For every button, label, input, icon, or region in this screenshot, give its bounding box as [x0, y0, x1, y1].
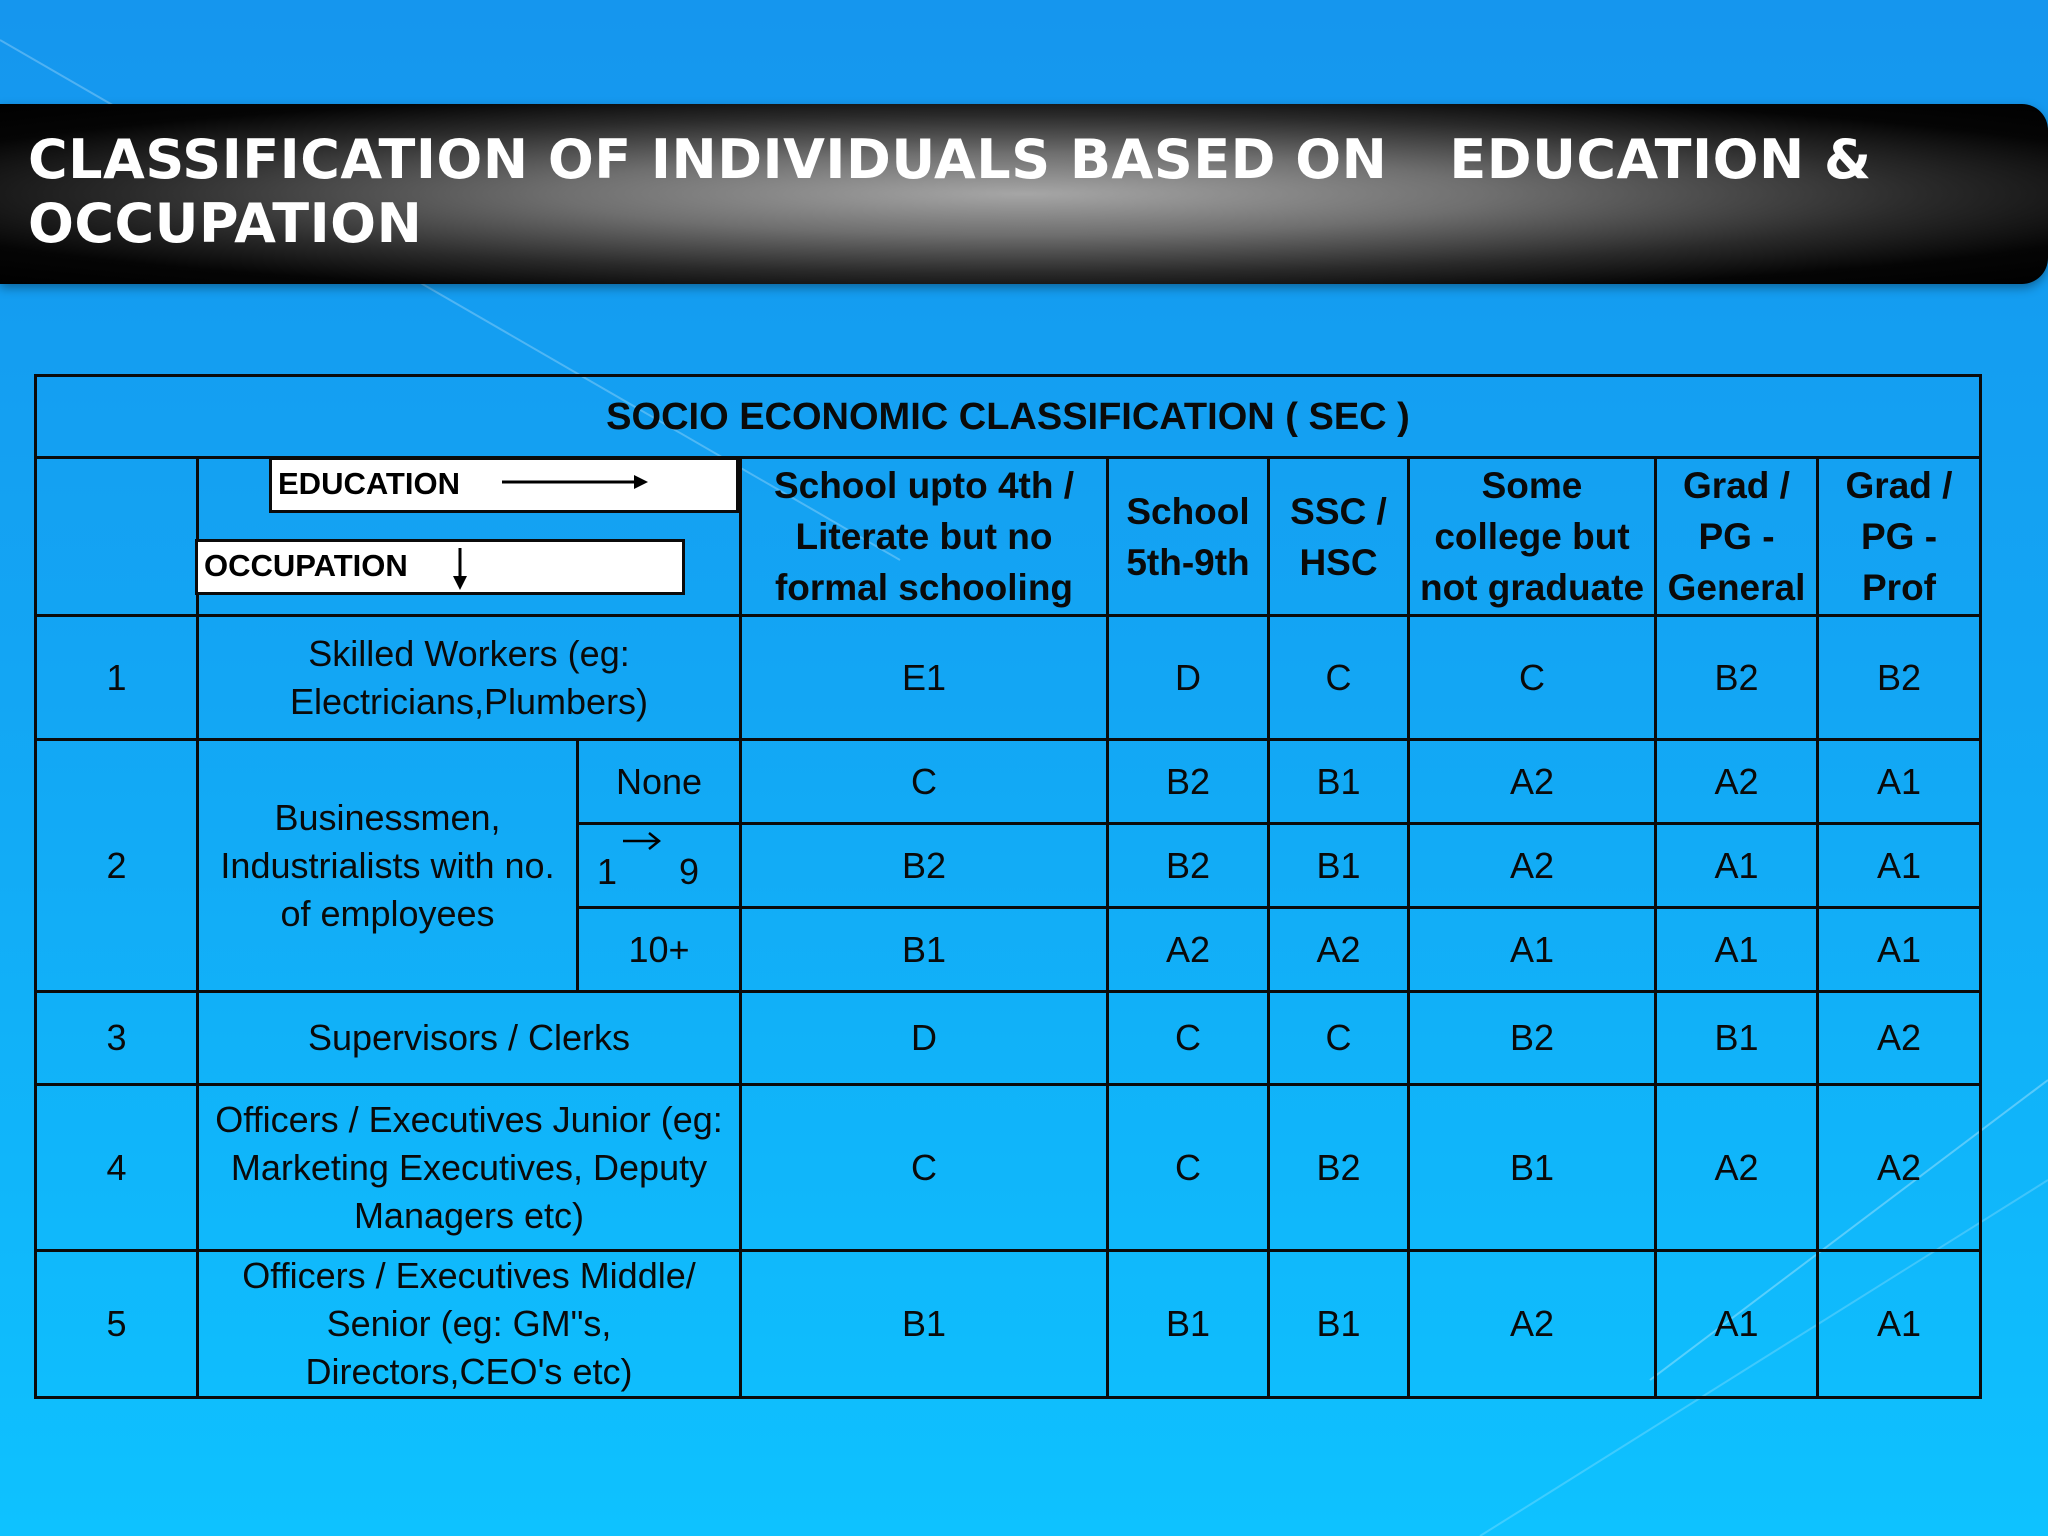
table-row	[36, 1251, 1981, 1398]
header-grad-pg-prof: Grad / PG - Prof	[1818, 458, 1981, 616]
sec-value: B2	[1656, 616, 1818, 740]
range-to: 9	[678, 851, 699, 892]
sec-value: C	[741, 740, 1108, 824]
sec-value: E1	[741, 616, 1108, 740]
employee-count-label: None	[578, 740, 741, 824]
sec-value: B2	[741, 824, 1108, 908]
sec-value: C	[741, 1085, 1108, 1251]
occupation-label: OCCUPATION	[204, 548, 408, 583]
sec-value: A1	[1818, 908, 1981, 992]
sec-value: B2	[1818, 616, 1981, 740]
sec-value: A1	[1656, 1251, 1818, 1398]
sec-value: A1	[1818, 1251, 1981, 1398]
occupation-cell: Supervisors / Clerks	[198, 992, 741, 1085]
range-from: 1	[597, 851, 618, 892]
row-id: 5	[36, 1251, 198, 1398]
sec-value: A2	[1818, 992, 1981, 1085]
row-id: 4	[36, 1085, 198, 1251]
header-row	[36, 458, 1981, 616]
employee-count-range	[578, 824, 741, 908]
header-blank-cell	[36, 458, 198, 616]
sec-value: A2	[1409, 1251, 1656, 1398]
education-label: EDUCATION	[278, 466, 460, 501]
sec-value: B2	[1108, 740, 1269, 824]
sec-value: A2	[1409, 740, 1656, 824]
title-line1-part1: CLASSIFICATION OF INDIVIDUALS BASED ON	[28, 128, 1388, 191]
sec-value: D	[1108, 616, 1269, 740]
sec-value: A1	[1409, 908, 1656, 992]
sec-value: A2	[1108, 908, 1269, 992]
sec-value: A2	[1818, 1085, 1981, 1251]
table-row	[36, 992, 1981, 1085]
employee-count-label: 10+	[578, 908, 741, 992]
sec-value: B2	[1269, 1085, 1409, 1251]
arrow-right-icon	[621, 829, 665, 853]
table-row	[36, 740, 1981, 824]
sec-value: B1	[1656, 992, 1818, 1085]
table-title: SOCIO ECONOMIC CLASSIFICATION ( SEC )	[36, 376, 1981, 458]
sec-value: A2	[1656, 740, 1818, 824]
sec-value: C	[1269, 992, 1409, 1085]
sec-table	[34, 374, 1982, 1399]
header-some-college: Some college but not graduate	[1409, 458, 1656, 616]
slide-title	[28, 128, 1928, 256]
header-school-5th-9th: School 5th-9th	[1108, 458, 1269, 616]
sec-value: B2	[1409, 992, 1656, 1085]
row-id: 3	[36, 992, 198, 1085]
sec-value: B1	[1269, 824, 1409, 908]
row-id: 2	[36, 740, 198, 992]
occupation-cell: Officers / Executives Junior (eg: Marketing Executives, Deputy Managers etc)	[198, 1085, 741, 1251]
header-ssc-hsc: SSC / HSC	[1269, 458, 1409, 616]
sec-value: A2	[1409, 824, 1656, 908]
arrow-down-icon	[450, 546, 470, 592]
sec-value: A1	[1656, 824, 1818, 908]
sec-value: D	[741, 992, 1108, 1085]
row-id: 1	[36, 616, 198, 740]
sec-value: A2	[1269, 908, 1409, 992]
sec-value: B1	[1269, 1251, 1409, 1398]
title-line2: OCCUPATION	[28, 192, 423, 255]
sec-value: B2	[1108, 824, 1269, 908]
sec-value: B1	[1269, 740, 1409, 824]
sec-value: B1	[1108, 1251, 1269, 1398]
sec-value: A2	[1656, 1085, 1818, 1251]
occupation-cell: Businessmen, Industrialists with no. of employees	[198, 740, 578, 992]
occupation-cell: Skilled Workers (eg: Electricians,Plumbers)	[198, 616, 741, 740]
sec-value: C	[1108, 992, 1269, 1085]
arrow-right-icon	[500, 468, 650, 498]
sec-value: C	[1409, 616, 1656, 740]
sec-value: C	[1108, 1085, 1269, 1251]
education-axis-box	[269, 457, 739, 513]
header-grad-pg-general: Grad / PG - General	[1656, 458, 1818, 616]
occupation-cell: Officers / Executives Middle/ Senior (eg: GM"s, Directors,CEO's etc)	[198, 1251, 741, 1398]
table-row	[36, 1085, 1981, 1251]
sec-value: A1	[1818, 824, 1981, 908]
axis-corner-cell	[198, 458, 741, 616]
sec-value: A1	[1656, 908, 1818, 992]
sec-value: C	[1269, 616, 1409, 740]
table-row	[36, 616, 1981, 740]
sec-value: B1	[741, 1251, 1108, 1398]
header-school-upto-4th: School upto 4th / Literate but no formal schooling	[741, 458, 1108, 616]
title-line1-part2: EDUCATION &	[1449, 128, 1872, 191]
occupation-axis-box	[195, 539, 685, 595]
sec-value: B1	[741, 908, 1108, 992]
sec-value: A1	[1818, 740, 1981, 824]
sec-value: B1	[1409, 1085, 1656, 1251]
